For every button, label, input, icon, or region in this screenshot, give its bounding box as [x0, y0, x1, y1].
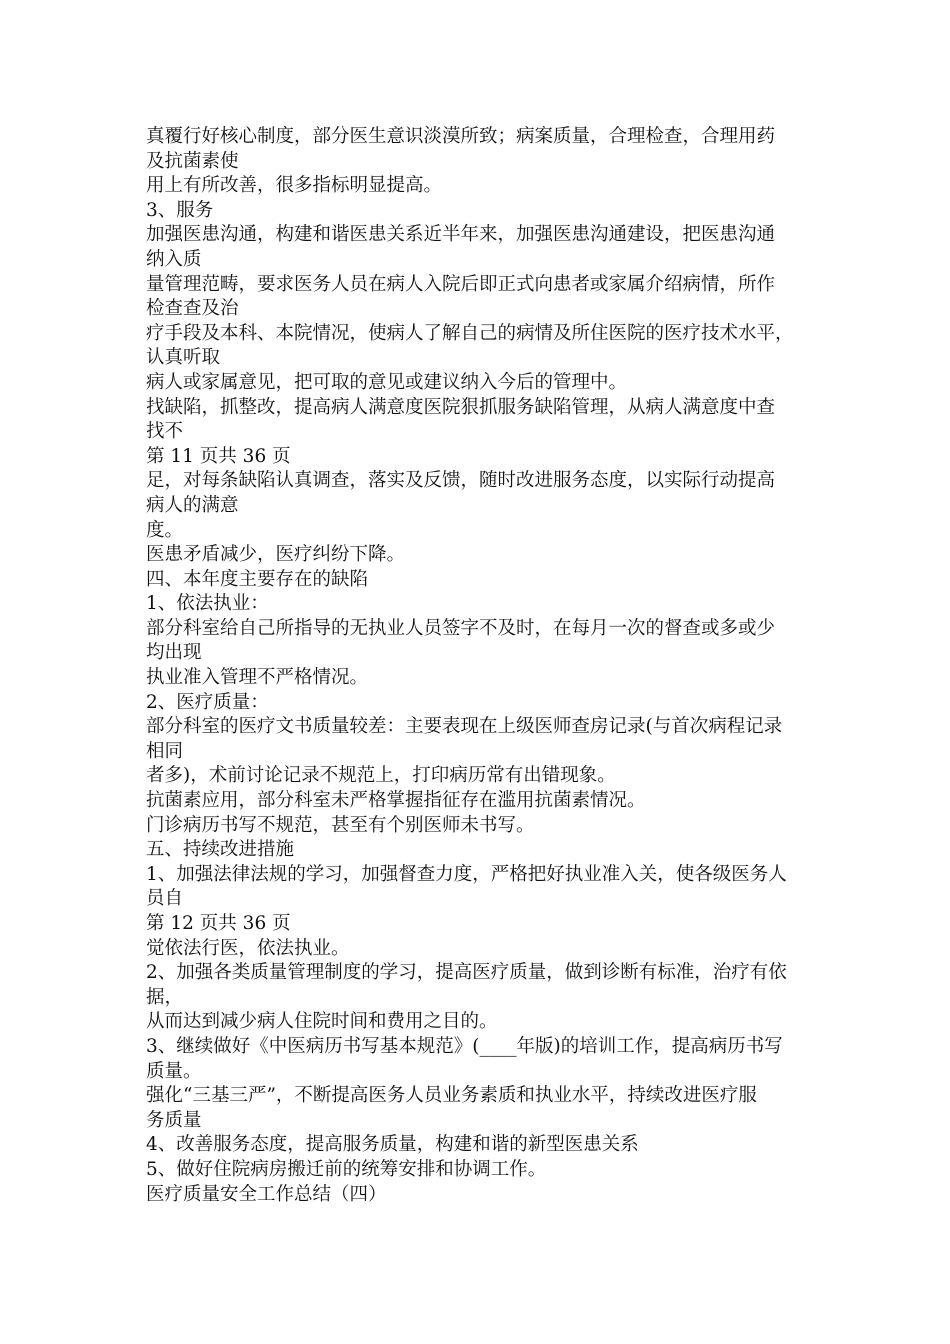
text-line: 相同: [146, 740, 184, 762]
text-line: 度。: [146, 519, 184, 541]
text-line: 抗菌素应用，部分科室未严格掌握指征存在滥用抗菌素情况。: [146, 790, 646, 812]
text-line: 加强医患沟通，构建和谐医患关系近半年来，加强医患沟通建设，把医患沟通: [146, 224, 776, 246]
text-line: 认真听取: [146, 347, 221, 369]
text-line: 从而达到减少病人住院时间和费用之目的。: [146, 1011, 498, 1033]
text-line: 找缺陷，抓整改，提高病人满意度医院狠抓服务缺陷管理，从病人满意度中查: [146, 396, 776, 418]
text-line: 觉依法行医，依法执业。: [146, 937, 350, 959]
text-line: 病人的满意: [146, 494, 239, 516]
subsection-heading: 2、医疗质量：: [146, 691, 269, 713]
text-line: 1、加强法律法规的学习，加强督查力度，严格把好执业准入关，使各级医务人: [146, 863, 787, 885]
text-line: 量管理范畴，要求医务人员在病人入院后即正式向患者或家属介绍病情，所作: [146, 273, 776, 295]
text-line: 足，对每条缺陷认真调查，落实及反馈，随时改进服务态度，以实际行动提高: [146, 470, 776, 492]
text-line: 纳入质: [146, 248, 202, 270]
text-line: 2、加强各类质量管理制度的学习，提高医疗质量，做到诊断有标准，治疗有依: [146, 962, 787, 984]
section-heading: 3、服务: [146, 199, 214, 221]
text-line: 找不: [146, 421, 184, 443]
text-line: 员自: [146, 888, 184, 910]
page-number: 第 11 页共 36 页: [146, 445, 291, 467]
text-line: 真覆行好核心制度，部分医生意识淡漠所致；病案质量，合理检查，合理用药: [146, 126, 776, 147]
text-line: 强化“三基三严”，不断提高医务人员业务素质和执业水平，持续改进医疗服: [146, 1085, 757, 1107]
text-line: 3、继续做好《中医病历书写基本规范》(____年版)的培训工作，提高病历书写: [146, 1035, 783, 1057]
text-line: 门诊病历书写不规范，甚至有个别医师未书写。: [146, 814, 535, 836]
text-line: 病人或家属意见，把可取的意见或建议纳入今后的管理中。: [146, 371, 628, 393]
text-line: 执业准入管理不严格情况。: [146, 667, 369, 689]
text-line: 医患矛盾减少，医疗纠纷下降。: [146, 544, 406, 566]
text-line: 5、做好住院病房搬迁前的统筹安排和协调工作。: [146, 1158, 547, 1180]
text-line: 务质量: [146, 1109, 202, 1131]
section-heading: 五、持续改进措施: [146, 839, 295, 861]
subsection-heading: 1、依法执业：: [146, 593, 269, 615]
text-line: 者多)，术前讨论记录不规范上，打印病历常有出错现象。: [146, 765, 616, 787]
page-number: 第 12 页共 36 页: [146, 913, 291, 934]
text-line: 质量。: [146, 1060, 202, 1082]
text-line: 均出现: [146, 642, 202, 664]
document-page: [146, 125, 836, 1207]
text-line: 用上有所改善，很多指标明显提高。: [146, 175, 443, 197]
text-line: 部分科室的医疗文书质量较差：主要表现在上级医师查房记录(与首次病程记录: [146, 716, 783, 738]
text-line: 部分科室给自己所指导的无执业人员签字不及时，在每月一次的督查或多或少: [146, 617, 776, 639]
text-line: 4、改善服务态度，提高服务质量，构建和谐的新型医患关系: [146, 1134, 639, 1156]
document-title: 医疗质量安全工作总结（四）: [146, 1183, 387, 1205]
text-line: 据，: [146, 986, 184, 1008]
text-line: 及抗菌素使: [146, 150, 239, 172]
section-heading: 四、本年度主要存在的缺陷: [146, 568, 369, 590]
text-line: 检查查及治: [146, 298, 239, 320]
text-line: 疗手段及本科、本院情况，使病人了解自己的病情及所住医院的医疗技术水平，: [146, 322, 794, 344]
